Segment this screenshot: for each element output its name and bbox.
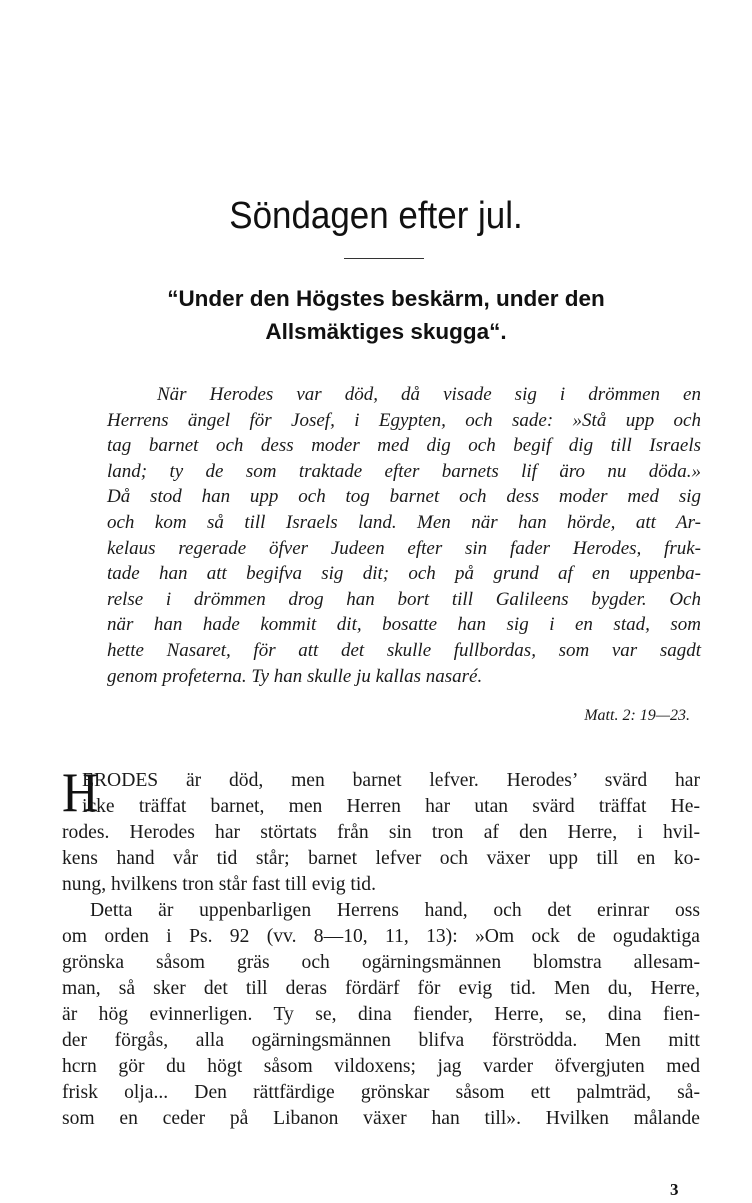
scripture-line: Herrens ängel för Josef, i Egypten, och sade: »Stå upp och	[107, 409, 701, 431]
scripture-reference: Matt. 2: 19—23.	[584, 707, 690, 724]
body-line: rodes. Herodes har störtats från sin tron af den Herre, i hvil-	[62, 822, 700, 843]
chapter-subtitle	[60, 282, 712, 348]
body-line: nung, hvilkens tron står fast till evig tid.	[62, 874, 377, 895]
body-line: der förgås, alla ogärningsmännen blifva förströdda. Men mitt	[62, 1030, 700, 1051]
chapter-title: Söndagen efter jul.	[229, 195, 523, 237]
body-line: man, så sker det till deras fördärf för evig tid. Men du, Herre,	[62, 978, 700, 999]
scripture-line: genom profeterna. Ty han skulle ju kallas nasaré.	[107, 665, 483, 687]
body-line: är hög evinnerligen. Ty se, dina fiender, Herre, se, dina fien-	[62, 1004, 700, 1025]
title-divider	[344, 258, 424, 259]
scripture-line: när han hade kommit dit, bosatte han sig i en stad, som	[107, 614, 701, 636]
scripture-line: tade han att begifva sig dit; och på grund af en uppenba-	[107, 563, 701, 585]
scripture-line: hette Nasaret, för att det skulle fullbordas, som var sagdt	[107, 639, 701, 661]
scripture-line: relse i drömmen drog han bort till Galileens bygder. Och	[107, 588, 701, 610]
scripture-line: kelaus regerade öfver Judeen efter sin fader Herodes, fruk-	[107, 537, 701, 559]
body-line: kens hand vår tid står; barnet lefver och växer upp till en ko-	[62, 848, 700, 869]
drop-cap: H	[62, 762, 99, 824]
body-line: om orden i Ps. 92 (vv. 8—10, 11, 13): »Om ock de ogudaktiga	[62, 926, 700, 947]
scripture-line: tag barnet och dess moder med dig och begif dig till Israels	[107, 435, 701, 457]
page-number: 3	[670, 1180, 679, 1199]
body-line: frisk olja... Den rättfärdige grönskar såsom ett palmträd, så-	[62, 1082, 700, 1103]
scripture-line: och kom så till Israels land. Men när han hörde, att Ar-	[107, 511, 701, 533]
scripture-line: land; ty de som traktade efter barnets lif äro nu döda.»	[107, 460, 701, 482]
body-line: grönska såsom gräs och ogärningsmännen blomstra allesam-	[62, 952, 700, 973]
body-line: ERODES är död, men barnet lefver. Herodes’ svärd har	[82, 770, 700, 791]
subtitle-line-1: “Under den Högstes beskärm, under den	[167, 286, 605, 311]
body-text	[62, 762, 700, 1132]
subtitle-line-2: Allsmäktiges skugga“.	[265, 319, 507, 344]
body-line: icke träffat barnet, men Herren har utan svärd träffat He-	[82, 796, 700, 817]
scripture-passage	[107, 382, 701, 689]
body-line: hcrn gör du högt såsom vildoxens; jag varder öfvergjuten med	[62, 1056, 700, 1077]
body-line: Detta är uppenbarligen Herrens hand, och det erinrar oss	[90, 900, 700, 921]
scripture-line: Då stod han upp och tog barnet och dess moder med sig	[107, 486, 701, 508]
scripture-line: När Herodes var död, då visade sig i drömmen en	[157, 384, 701, 405]
body-line: som en ceder på Libanon växer han till». Hvilken målande	[62, 1108, 700, 1129]
